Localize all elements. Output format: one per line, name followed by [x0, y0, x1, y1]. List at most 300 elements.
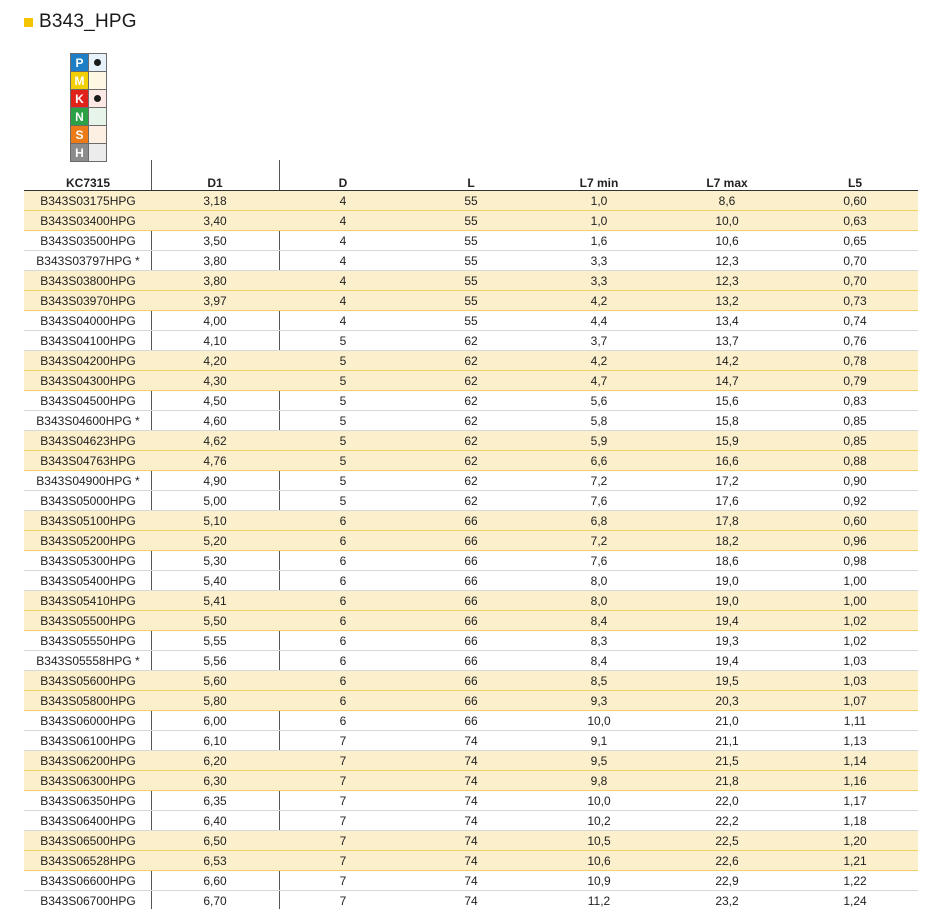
- cell-d: 6: [339, 634, 347, 648]
- cell-l7-max: 19,0: [715, 594, 739, 608]
- cell-l: 55: [464, 234, 478, 248]
- cell-l7-min: 10,2: [587, 814, 611, 828]
- cell-l7-max: 19,3: [715, 634, 739, 648]
- table-row: [24, 811, 918, 831]
- cell-l: 74: [464, 834, 478, 848]
- cell-l7-max: 19,0: [715, 574, 739, 588]
- cell-l7-max: 19,5: [715, 674, 739, 688]
- cell-grade: B343S05100HPG: [40, 514, 136, 528]
- cell-l: 55: [464, 194, 478, 208]
- cell-d1: 3,80: [203, 254, 227, 268]
- iso-suitability-cell: [89, 108, 107, 125]
- cell-l7-min: 5,9: [590, 434, 608, 448]
- table-row: [24, 271, 918, 291]
- cell-d1: 6,70: [203, 894, 227, 908]
- header-d1: D1: [207, 176, 223, 190]
- cell-l7-min: 9,3: [590, 694, 608, 708]
- cell-grade: B343S06000HPG: [40, 714, 136, 728]
- cell-d: 5: [339, 394, 347, 408]
- cell-l: 66: [464, 714, 478, 728]
- cell-l7-min: 10,0: [587, 794, 611, 808]
- cell-l5: 1,21: [843, 854, 867, 868]
- cell-l7-max: 8,6: [718, 194, 736, 208]
- table-row: [24, 851, 918, 871]
- cell-l: 66: [464, 674, 478, 688]
- table-row: [24, 431, 918, 451]
- header-d: D: [338, 176, 348, 190]
- cell-grade: B343S04600HPG *: [36, 414, 140, 428]
- cell-grade: B343S06500HPG: [40, 834, 136, 848]
- cell-d: 5: [339, 474, 347, 488]
- header-l5: L5: [847, 176, 862, 190]
- cell-l: 62: [464, 354, 478, 368]
- cell-d: 6: [339, 574, 347, 588]
- cell-d1: 5,55: [203, 634, 227, 648]
- cell-d1: 3,40: [203, 214, 227, 228]
- table-row: [24, 511, 918, 531]
- cell-d1: 3,50: [203, 234, 227, 248]
- iso-row-s: [70, 126, 107, 144]
- cell-d: 7: [339, 834, 347, 848]
- cell-d: 6: [339, 714, 347, 728]
- cell-d: 5: [339, 454, 347, 468]
- cell-d1: 3,80: [203, 274, 227, 288]
- cell-l7-max: 16,6: [715, 454, 739, 468]
- cell-l7-min: 7,2: [590, 474, 608, 488]
- cell-l7-min: 10,6: [587, 854, 611, 868]
- cell-l: 62: [464, 474, 478, 488]
- cell-l5: 1,24: [843, 894, 867, 908]
- cell-d1: 4,20: [203, 354, 227, 368]
- cell-d: 7: [339, 774, 347, 788]
- cell-d: 7: [339, 734, 347, 748]
- cell-l5: 0,83: [843, 394, 867, 408]
- table-row: [24, 471, 918, 491]
- cell-l5: 1,00: [843, 594, 867, 608]
- cell-grade: B343S06200HPG: [40, 754, 136, 768]
- cell-d1: 6,35: [203, 794, 227, 808]
- cell-l7-min: 10,9: [587, 874, 611, 888]
- cell-l: 62: [464, 454, 478, 468]
- cell-d1: 4,60: [203, 414, 227, 428]
- cell-l7-min: 3,7: [590, 334, 608, 348]
- cell-d: 6: [339, 594, 347, 608]
- cell-l7-max: 21,8: [715, 774, 739, 788]
- cell-l: 66: [464, 514, 478, 528]
- cell-l5: 1,17: [843, 794, 867, 808]
- title-square-icon: [24, 18, 33, 27]
- cell-l7-min: 9,8: [590, 774, 608, 788]
- iso-material-chart: [70, 53, 107, 162]
- table-row: [24, 891, 918, 911]
- cell-l: 62: [464, 494, 478, 508]
- cell-grade: B343S06350HPG: [40, 794, 136, 808]
- cell-grade: B343S03175HPG: [40, 194, 136, 208]
- table-row: [24, 191, 918, 211]
- cell-l: 55: [464, 274, 478, 288]
- cell-l7-max: 15,6: [715, 394, 739, 408]
- cell-l: 66: [464, 694, 478, 708]
- cell-d1: 3,97: [203, 294, 227, 308]
- cell-l7-min: 4,2: [590, 294, 608, 308]
- cell-l7-max: 19,4: [715, 614, 739, 628]
- cell-d1: 5,60: [203, 674, 227, 688]
- cell-l5: 0,79: [843, 374, 867, 388]
- cell-l7-min: 4,4: [590, 314, 608, 328]
- cell-l5: 0,88: [843, 454, 867, 468]
- cell-d1: 6,60: [203, 874, 227, 888]
- iso-letter: M: [70, 72, 89, 89]
- cell-grade: B343S04000HPG: [40, 314, 136, 328]
- cell-grade: B343S03800HPG: [40, 274, 136, 288]
- suitability-dot-icon: [94, 59, 101, 66]
- cell-l: 66: [464, 574, 478, 588]
- cell-d1: 4,10: [203, 334, 227, 348]
- cell-l7-max: 22,2: [715, 814, 739, 828]
- table-row: [24, 591, 918, 611]
- cell-l5: 1,13: [843, 734, 867, 748]
- cell-l: 62: [464, 374, 478, 388]
- table-row: [24, 231, 918, 251]
- table-row: [24, 831, 918, 851]
- cell-l7-min: 11,2: [587, 894, 611, 908]
- iso-suitability-cell: [89, 54, 107, 71]
- cell-d: 6: [339, 674, 347, 688]
- iso-row-m: [70, 72, 107, 90]
- cell-l: 74: [464, 814, 478, 828]
- cell-l7-max: 13,2: [715, 294, 739, 308]
- cell-l7-min: 3,3: [590, 274, 608, 288]
- cell-l5: 1,03: [843, 654, 867, 668]
- cell-d1: 5,00: [203, 494, 227, 508]
- cell-l7-max: 13,4: [715, 314, 739, 328]
- cell-l: 74: [464, 854, 478, 868]
- cell-grade: B343S04200HPG: [40, 354, 136, 368]
- cell-l5: 0,65: [843, 234, 867, 248]
- cell-d1: 5,56: [203, 654, 227, 668]
- cell-l7-min: 7,2: [590, 534, 608, 548]
- cell-grade: B343S05400HPG: [40, 574, 136, 588]
- table-row: [24, 551, 918, 571]
- iso-letter: P: [70, 54, 89, 71]
- table-row: [24, 251, 918, 271]
- cell-l5: 1,14: [843, 754, 867, 768]
- cell-l7-max: 17,6: [715, 494, 739, 508]
- cell-l5: 0,60: [843, 514, 867, 528]
- cell-grade: B343S05800HPG: [40, 694, 136, 708]
- table-row: [24, 391, 918, 411]
- cell-l7-max: 21,1: [715, 734, 739, 748]
- cell-grade: B343S03400HPG: [40, 214, 136, 228]
- cell-d: 7: [339, 854, 347, 868]
- iso-letter: S: [70, 126, 89, 143]
- cell-grade: B343S04100HPG: [40, 334, 136, 348]
- cell-d: 4: [339, 194, 347, 208]
- cell-l: 66: [464, 634, 478, 648]
- cell-l7-min: 10,0: [587, 714, 611, 728]
- cell-d1: 4,62: [203, 434, 227, 448]
- cell-l7-min: 8,0: [590, 594, 608, 608]
- cell-l5: 0,73: [843, 294, 867, 308]
- cell-l5: 0,85: [843, 414, 867, 428]
- cell-d1: 6,10: [203, 734, 227, 748]
- cell-grade: B343S06700HPG: [40, 894, 136, 908]
- cell-l7-max: 22,6: [715, 854, 739, 868]
- cell-l: 66: [464, 534, 478, 548]
- cell-l5: 1,00: [843, 574, 867, 588]
- cell-l7-min: 4,2: [590, 354, 608, 368]
- title-text: B343_HPG: [39, 11, 137, 32]
- table-row: [24, 451, 918, 471]
- cell-d1: 5,40: [203, 574, 227, 588]
- cell-grade: B343S05600HPG: [40, 674, 136, 688]
- cell-l7-max: 12,3: [715, 274, 739, 288]
- cell-grade: B343S06600HPG: [40, 874, 136, 888]
- cell-l7-min: 8,5: [590, 674, 608, 688]
- cell-l: 74: [464, 894, 478, 908]
- cell-l5: 1,22: [843, 874, 867, 888]
- table-row: [24, 291, 918, 311]
- table-row: [24, 331, 918, 351]
- cell-d1: 5,41: [203, 594, 227, 608]
- cell-l7-max: 20,3: [715, 694, 739, 708]
- table-row: [24, 731, 918, 751]
- cell-d: 6: [339, 614, 347, 628]
- cell-d: 6: [339, 654, 347, 668]
- table-row: [24, 651, 918, 671]
- cell-l7-min: 7,6: [590, 494, 608, 508]
- cell-l7-max: 10,0: [715, 214, 739, 228]
- cell-d: 4: [339, 234, 347, 248]
- cell-d1: 6,53: [203, 854, 227, 868]
- cell-l: 66: [464, 554, 478, 568]
- cell-l7-min: 1,0: [590, 194, 608, 208]
- cell-l: 74: [464, 774, 478, 788]
- table-row: [24, 311, 918, 331]
- table-row: [24, 751, 918, 771]
- cell-l7-min: 8,3: [590, 634, 608, 648]
- cell-l7-max: 22,5: [715, 834, 739, 848]
- cell-l7-max: 14,7: [715, 374, 739, 388]
- cell-d: 5: [339, 414, 347, 428]
- cell-d: 7: [339, 754, 347, 768]
- cell-l7-max: 17,2: [715, 474, 739, 488]
- cell-l5: 0,70: [843, 254, 867, 268]
- cell-grade: B343S04900HPG *: [36, 474, 140, 488]
- cell-grade: B343S05410HPG: [40, 594, 136, 608]
- cell-l5: 0,63: [843, 214, 867, 228]
- iso-letter: N: [70, 108, 89, 125]
- cell-l7-min: 7,6: [590, 554, 608, 568]
- cell-d: 7: [339, 814, 347, 828]
- cell-grade: B343S06528HPG: [40, 854, 136, 868]
- cell-l: 74: [464, 734, 478, 748]
- suitability-dot-icon: [94, 95, 101, 102]
- cell-l7-max: 12,3: [715, 254, 739, 268]
- cell-d1: 6,30: [203, 774, 227, 788]
- cell-grade: B343S05558HPG *: [36, 654, 140, 668]
- cell-l: 62: [464, 434, 478, 448]
- table-row: [24, 791, 918, 811]
- header-l7-min: L7 min: [579, 176, 619, 190]
- cell-d1: 5,80: [203, 694, 227, 708]
- header-l: L: [467, 176, 475, 190]
- cell-l: 62: [464, 334, 478, 348]
- cell-d1: 5,30: [203, 554, 227, 568]
- cell-l7-max: 23,2: [715, 894, 739, 908]
- cell-l7-min: 1,6: [590, 234, 608, 248]
- cell-l7-max: 22,9: [715, 874, 739, 888]
- cell-l7-min: 6,6: [590, 454, 608, 468]
- cell-l5: 0,60: [843, 194, 867, 208]
- cell-d1: 6,40: [203, 814, 227, 828]
- cell-l: 66: [464, 654, 478, 668]
- cell-d: 6: [339, 514, 347, 528]
- product-table: [24, 191, 918, 911]
- cell-d: 7: [339, 794, 347, 808]
- cell-grade: B343S05000HPG: [40, 494, 136, 508]
- table-row: [24, 531, 918, 551]
- cell-d: 7: [339, 894, 347, 908]
- cell-l7-min: 10,5: [587, 834, 611, 848]
- cell-d: 5: [339, 434, 347, 448]
- iso-row-p: [70, 54, 107, 72]
- cell-d1: 6,50: [203, 834, 227, 848]
- cell-d: 4: [339, 214, 347, 228]
- cell-d1: 6,00: [203, 714, 227, 728]
- header-grade: KC7315: [65, 176, 111, 190]
- cell-d: 4: [339, 314, 347, 328]
- cell-l7-min: 5,6: [590, 394, 608, 408]
- cell-l5: 0,92: [843, 494, 867, 508]
- cell-l: 55: [464, 294, 478, 308]
- cell-d1: 5,50: [203, 614, 227, 628]
- cell-grade: B343S03970HPG: [40, 294, 136, 308]
- cell-l5: 0,90: [843, 474, 867, 488]
- cell-d: 7: [339, 874, 347, 888]
- cell-grade: B343S05500HPG: [40, 614, 136, 628]
- cell-d: 4: [339, 274, 347, 288]
- cell-d: 5: [339, 334, 347, 348]
- cell-l7-max: 15,9: [715, 434, 739, 448]
- iso-suitability-cell: [89, 126, 107, 143]
- cell-l7-max: 21,5: [715, 754, 739, 768]
- cell-l7-max: 13,7: [715, 334, 739, 348]
- cell-l5: 1,16: [843, 774, 867, 788]
- header-l7-max: L7 max: [706, 176, 748, 190]
- cell-l7-min: 8,4: [590, 654, 608, 668]
- cell-l5: 1,03: [843, 674, 867, 688]
- iso-row-h: [70, 144, 107, 162]
- cell-grade: B343S06100HPG: [40, 734, 136, 748]
- cell-l7-max: 21,0: [715, 714, 739, 728]
- iso-row-k: [70, 90, 107, 108]
- cell-l7-max: 19,4: [715, 654, 739, 668]
- cell-l: 74: [464, 754, 478, 768]
- table-row: [24, 411, 918, 431]
- cell-l5: 0,70: [843, 274, 867, 288]
- cell-l: 55: [464, 314, 478, 328]
- cell-grade: B343S04763HPG: [40, 454, 136, 468]
- iso-suitability-cell: [89, 72, 107, 89]
- cell-grade: B343S03500HPG: [40, 234, 136, 248]
- table-row: [24, 211, 918, 231]
- cell-grade: B343S03797HPG *: [36, 254, 140, 268]
- cell-grade: B343S06400HPG: [40, 814, 136, 828]
- cell-l7-min: 8,4: [590, 614, 608, 628]
- cell-d: 6: [339, 694, 347, 708]
- cell-l5: 0,98: [843, 554, 867, 568]
- iso-suitability-cell: [89, 144, 107, 161]
- cell-grade: B343S06300HPG: [40, 774, 136, 788]
- cell-d: 5: [339, 494, 347, 508]
- cell-l: 66: [464, 594, 478, 608]
- cell-l: 62: [464, 394, 478, 408]
- page-title: [24, 10, 137, 34]
- cell-grade: B343S04300HPG: [40, 374, 136, 388]
- cell-l: 66: [464, 614, 478, 628]
- cell-l5: 1,02: [843, 634, 867, 648]
- cell-d: 6: [339, 534, 347, 548]
- table-row: [24, 711, 918, 731]
- cell-l5: 1,07: [843, 694, 867, 708]
- cell-l5: 0,76: [843, 334, 867, 348]
- cell-l: 55: [464, 214, 478, 228]
- cell-l7-min: 8,0: [590, 574, 608, 588]
- cell-d1: 4,50: [203, 394, 227, 408]
- cell-d1: 5,10: [203, 514, 227, 528]
- cell-l5: 0,96: [843, 534, 867, 548]
- cell-d1: 3,18: [203, 194, 227, 208]
- cell-grade: B343S04623HPG: [40, 434, 136, 448]
- table-row: [24, 611, 918, 631]
- cell-d: 5: [339, 374, 347, 388]
- iso-letter: H: [70, 144, 89, 161]
- cell-grade: B343S05550HPG: [40, 634, 136, 648]
- cell-l: 74: [464, 794, 478, 808]
- cell-grade: B343S04500HPG: [40, 394, 136, 408]
- cell-d1: 4,00: [203, 314, 227, 328]
- cell-l7-max: 10,6: [715, 234, 739, 248]
- cell-l5: 0,85: [843, 434, 867, 448]
- cell-d: 4: [339, 294, 347, 308]
- cell-grade: B343S05200HPG: [40, 534, 136, 548]
- cell-l7-max: 15,8: [715, 414, 739, 428]
- cell-l: 74: [464, 874, 478, 888]
- table-row: [24, 371, 918, 391]
- cell-l7-min: 5,8: [590, 414, 608, 428]
- cell-grade: B343S05300HPG: [40, 554, 136, 568]
- table-row: [24, 571, 918, 591]
- table-row: [24, 871, 918, 891]
- cell-l7-min: 9,5: [590, 754, 608, 768]
- table-row: [24, 671, 918, 691]
- table-row: [24, 351, 918, 371]
- table-row: [24, 691, 918, 711]
- cell-l5: 0,78: [843, 354, 867, 368]
- table-row: [24, 771, 918, 791]
- table-row: [24, 491, 918, 511]
- cell-l7-max: 22,0: [715, 794, 739, 808]
- cell-l5: 1,02: [843, 614, 867, 628]
- cell-d1: 4,90: [203, 474, 227, 488]
- cell-l7-min: 1,0: [590, 214, 608, 228]
- cell-d1: 5,20: [203, 534, 227, 548]
- cell-l7-min: 9,1: [590, 734, 608, 748]
- cell-l5: 0,74: [843, 314, 867, 328]
- cell-d1: 4,76: [203, 454, 227, 468]
- cell-l5: 1,11: [843, 714, 867, 728]
